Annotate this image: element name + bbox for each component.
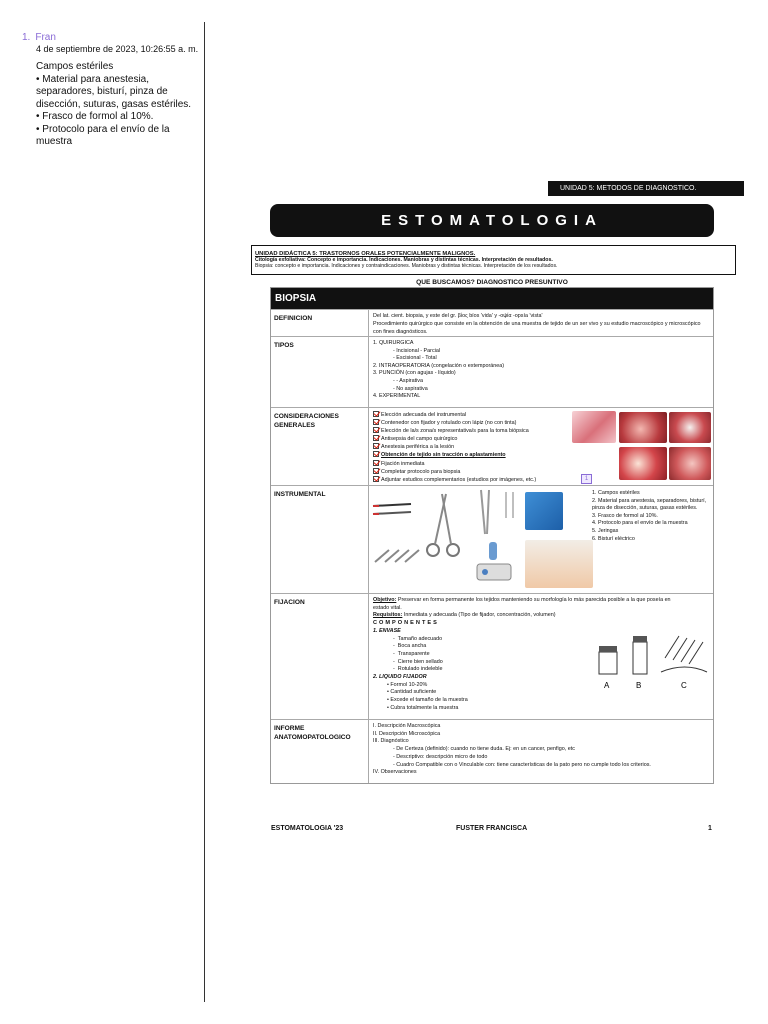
row-label: CONSIDERACIONES GENERALES <box>271 408 369 485</box>
consideracion-item: Adjuntar estudios complementarios (estudios por imágenes, etc.) <box>373 476 665 484</box>
comment-line: Campos estériles <box>36 61 114 72</box>
informe-item: IV. Observaciones <box>373 769 417 776</box>
tipos-item: ‐ - Aspirativa <box>393 377 423 384</box>
comment-body <box>22 61 202 149</box>
checkbox-icon <box>373 411 379 417</box>
consideracion-item: Fijación inmediata <box>373 460 665 468</box>
unit-line-citologia: Citología exfoliativa: Concepto e importancia. Indicaciones. Maniobras y distintas técnicas. Interpretación de resultados. <box>255 257 553 264</box>
consideracion-item: Obtención de tejido sin tracción o aplastamiento <box>373 451 665 459</box>
definicion-etymology: Del lat. cient. biopsia, y este del gr. βίος bíos 'vida' y -οψία -opsía 'vista' <box>373 313 543 319</box>
section-question: QUE BUSCAMOS? DIAGNOSTICO PRESUNTIVO <box>416 279 568 286</box>
row-label: TIPOS <box>271 337 369 407</box>
checkbox-icon <box>373 419 379 425</box>
fig-label-a: A <box>604 681 610 690</box>
title-banner: ESTOMATOLOGIA <box>270 204 714 237</box>
clinical-photo-sample <box>669 447 711 480</box>
envase-item: ‐ Transparente <box>393 650 430 657</box>
row-informe <box>271 719 713 783</box>
liquido-item: • Cubra totalmente la muestra <box>387 704 459 711</box>
row-definicion <box>271 309 713 336</box>
row-content <box>369 310 713 339</box>
informe-item: ‐ Descriptivo: descripción micro de todo <box>393 753 488 760</box>
electrosurgery-unit-photo <box>471 538 517 584</box>
instrumental-item: 2. Material para anestesia, separadores, bisturí, pinza de disección, suturas, gasas estériles. <box>592 497 707 512</box>
fig-label-b: B <box>636 681 642 690</box>
checkbox-icon <box>373 427 379 433</box>
definicion-text: Procedimiento quirúrgico que consiste en la obtención de una muestra de tejido de un ser vivo y su estudio macroscópico y microscópico con fines diagnósticos. <box>373 320 701 335</box>
forceps-photo <box>475 488 499 536</box>
consideracion-item: Anestesia periférica a la lesión <box>373 443 665 451</box>
comment-author <box>22 31 202 44</box>
instrumental-list <box>592 490 712 543</box>
fijacion-objetivo: Objetivo: Preservar en forma permanente los tejidos manteniendo su morfología lo más parecida posible a la que poseía en estado vital. <box>373 597 671 611</box>
comment-line: • Material para anestesia, separadores, bisturí, pinza de disección, suturas, gasas estériles. <box>36 73 192 110</box>
comment-marker[interactable]: 1 <box>581 474 592 484</box>
envase-item: ‐ Tamaño adecuado <box>393 635 443 642</box>
consideracion-item: Completar protocolo para biopsia <box>373 468 665 476</box>
comment-divider <box>204 22 205 1002</box>
scalpel-photo <box>371 498 415 522</box>
informe-item: II. Descripción Microscópica <box>373 730 441 737</box>
tipos-item: 4. EXPERIMENTAL <box>373 393 421 400</box>
informe-item: ‐ De Certeza (definido): cuando no tiene duda. Ej: en un cancer, penfigo, etc <box>393 746 575 753</box>
consideracion-item: Elección adecuada del instrumental <box>373 411 665 419</box>
consideracion-item: Antisepsia del campo quirúrgico <box>373 435 665 443</box>
row-label: DEFINICION <box>271 310 369 336</box>
tipos-item: 3. PUNCIÓN (con agujas - líquido) <box>373 370 456 377</box>
row-label: INFORME ANATOMOPATOLOGICO <box>271 720 369 783</box>
clinical-photo-suture <box>619 447 667 480</box>
fixation-diagram <box>595 622 711 694</box>
instrumental-item: 3. Frasco de formol al 10%. <box>592 512 658 519</box>
row-label: FIJACION <box>271 594 369 719</box>
instrumental-item: 5. Jeringas <box>592 527 619 534</box>
checkbox-icon <box>373 451 379 457</box>
tipos-item: ‐ Incisional - Parcial <box>393 347 441 354</box>
clinical-photo-excision <box>669 412 711 443</box>
fig-label-c: C <box>681 681 687 690</box>
checkbox-icon <box>373 476 379 482</box>
liquido-item: • Cantidad suficiente <box>387 689 437 696</box>
footer-course: ESTOMATOLOGIA '23 <box>271 825 344 832</box>
comment-number: 1. <box>22 32 31 43</box>
fijacion-requisitos: Requisitos: Inmediata y adecuada (Tipo de fijador, concentración, volumen) <box>373 612 556 619</box>
comment-line: • Frasco de formol al 10%. <box>36 111 154 122</box>
envase-heading: 1. ENVASE <box>373 627 401 634</box>
punch-biopsy-photo <box>525 492 563 530</box>
unit-bar: UNIDAD 5: METODOS DE DIAGNOSTICO. <box>548 181 744 196</box>
row-content <box>369 337 713 404</box>
biopsia-table <box>270 287 714 784</box>
needles-photo <box>501 490 521 520</box>
row-consideraciones <box>271 407 713 485</box>
checkbox-icon <box>373 435 379 441</box>
liquido-heading: 2. LIQUIDO FIJADOR <box>373 674 427 681</box>
liquido-item: • Excede el tamaño de la muestra <box>387 697 468 704</box>
liquido-item: • Formol 10-20% <box>387 681 428 688</box>
comment-author-name: Fran <box>35 32 56 43</box>
electrode-tips-photo <box>525 540 593 588</box>
instrumental-item: 6. Bisturí eléctrico <box>592 535 635 542</box>
unit-heading: UNIDAD DIDÁCTICA 5: TRASTORNOS ORALES POTENCIALMENTE MALIGNOS. <box>255 251 476 257</box>
envase-item: ‐ Boca ancha <box>393 643 427 650</box>
row-tipos <box>271 336 713 407</box>
comment-date: 4 de septiembre de 2023, 10:26:55 a. m. <box>36 44 199 54</box>
tipos-item: ‐ No aspirativa <box>393 385 428 392</box>
footer-author: FUSTER FRANCISCA <box>456 825 528 832</box>
componentes-heading: COMPONENTES <box>373 620 439 627</box>
informe-item: III. Diagnóstico <box>373 738 409 745</box>
unit-line-biopsia: Biopsia: concepto e importancia. Indicaciones y contraindicaciones. Maniobras y distintas técnicas. Interpretación de los resultados. <box>255 263 558 270</box>
instrumental-item: 1. Campos estériles <box>592 490 640 496</box>
comment-pane <box>0 0 205 1024</box>
envase-item: ‐ Rotulado indeleble <box>393 666 443 673</box>
consideracion-item: Elección de la/s zona/s representativa/s para la toma biópsica <box>373 427 665 435</box>
checkbox-icon <box>373 468 379 474</box>
clinical-photo-lip <box>572 411 616 443</box>
comment-card[interactable] <box>22 31 202 149</box>
consideracion-item: Contenedor con fijador y rotulado con lápiz (no con tinta) <box>373 419 665 427</box>
row-content <box>369 720 713 780</box>
informe-item: I. Descripción Macroscópica <box>373 723 441 729</box>
tipos-item: 2. INTRAOPERATORIA (congelación o extemporánea) <box>373 362 505 369</box>
instrumental-item: 4. Protocolo para el envío de la muestra <box>592 520 688 527</box>
unit-box <box>251 245 736 275</box>
checkbox-icon <box>373 443 379 449</box>
blades-photo <box>371 540 421 566</box>
checkbox-icon <box>373 460 379 466</box>
row-fijacion <box>271 593 713 719</box>
footer-page-number: 1 <box>708 825 712 832</box>
envase-item: ‐ Cierre bien sellado <box>393 658 443 665</box>
table-title: BIOPSIA <box>271 288 713 309</box>
row-label: INSTRUMENTAL <box>271 486 369 593</box>
informe-item: ‐ Cuadro Compatible con o Vinculable con: tiene características de la pato pero no cumple todo los criterios. <box>393 761 651 768</box>
tipos-item: 1. QUIRURGICA <box>373 340 414 346</box>
clinical-photo-incision <box>619 412 667 443</box>
tipos-item: ‐ Escisional - Total <box>393 355 437 362</box>
comment-line: • Protocolo para el envío de la muestra <box>36 123 170 147</box>
needle-holder-photo <box>419 488 469 558</box>
